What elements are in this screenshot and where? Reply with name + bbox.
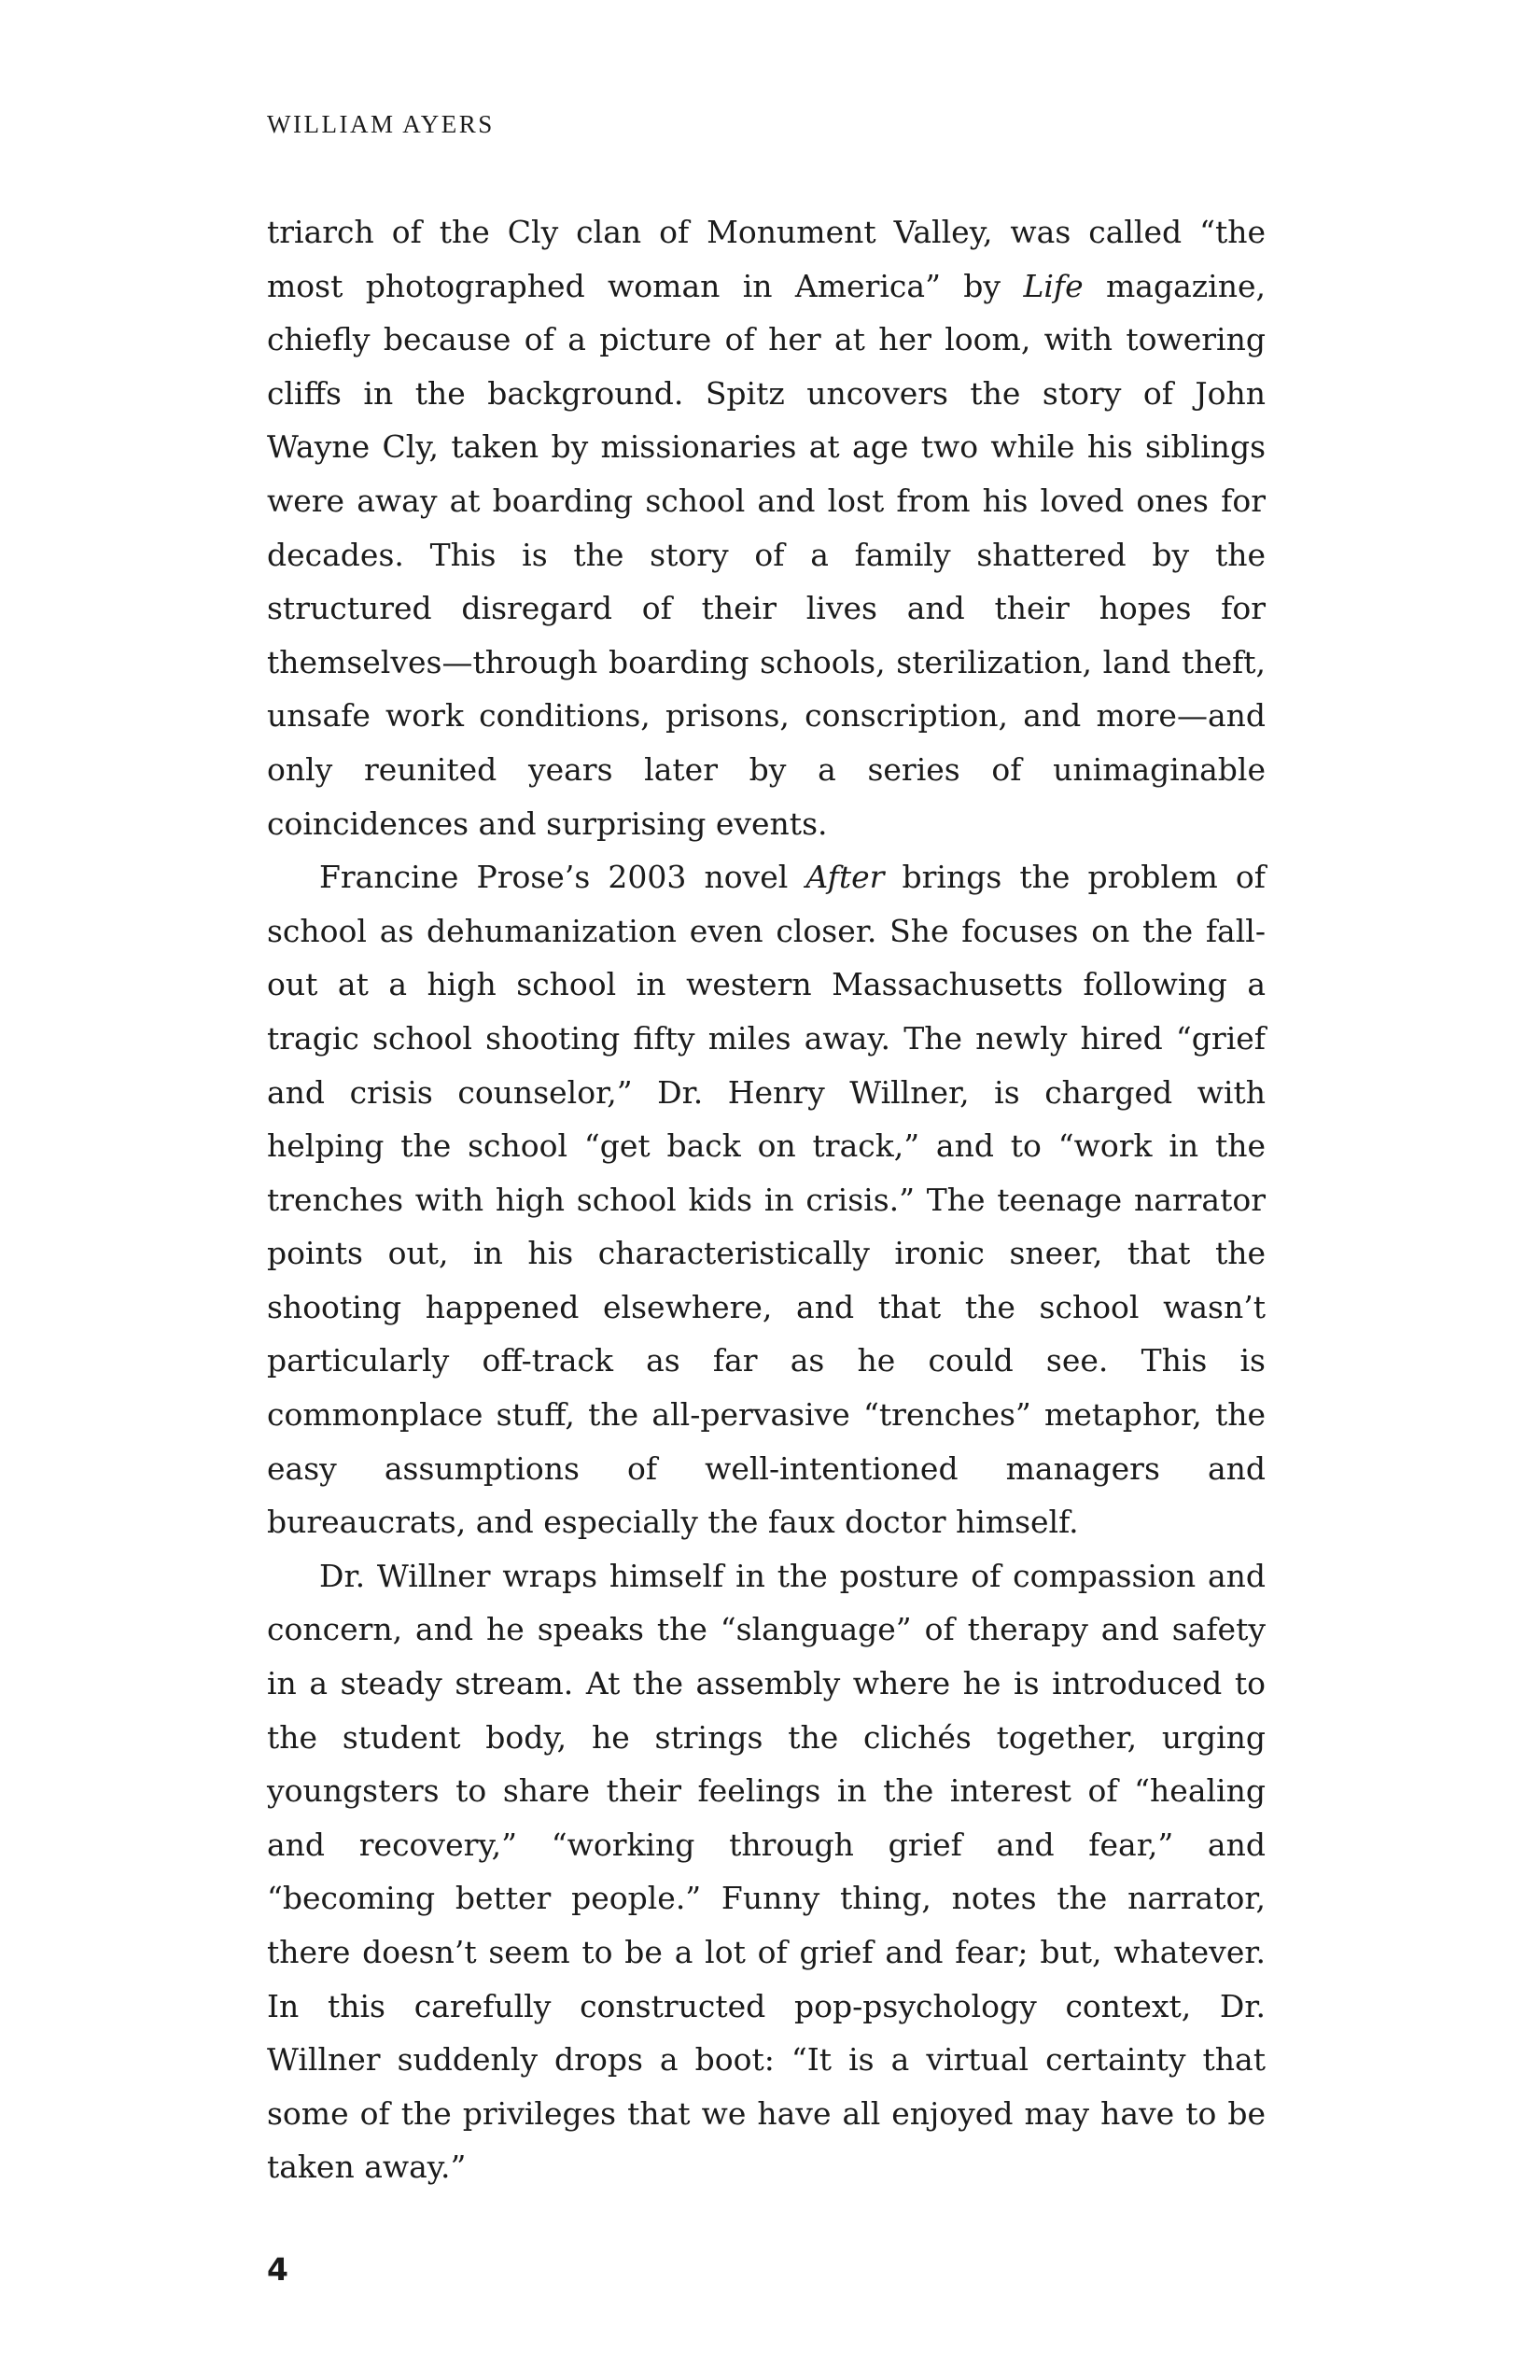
paragraph-3-run-1: Dr. Willner wraps himself in the posture of compassion and concern, and he speaks the “slanguage” of therapy and safety in a steady stream. At the assembly where he is introduced to the student body, he strings the clichés together, urging youngsters to share their feelings in the interest of “healing and recovery,” “working through grief and fear,” and “becoming better people.” Funny thing, notes the narrator, there doesn’t seem to be a lot of grief and fear; but, whatever. In this carefully constructed pop-psychology context, Dr. Willner suddenly drops a boot: “It is a virtual certainty that some of the privileges that we have all enjoyed may have to be taken away.” <box>267 1557 1266 2186</box>
paragraph-2-run-1: Francine Prose’s 2003 novel <box>319 859 806 896</box>
running-head: WILLIAM AYERS <box>267 110 495 138</box>
paragraph-2 <box>267 850 1266 1549</box>
paragraph-1 <box>267 205 1266 850</box>
paragraph-1-run-1: triarch of the Cly clan of Monument Valley, was called “the most photographed woman in America” by <box>267 214 1266 304</box>
paragraph-2-title-after: After <box>805 859 885 896</box>
paragraph-1-title-life: Life <box>1023 267 1084 304</box>
page-number: 4 <box>267 2251 288 2288</box>
paragraph-2-run-3: brings the problem of school as dehumanization even closer. She focuses on the fallout at a high school in western Massachusetts following a tragic school shooting fifty miles away. The newly hired “grief and crisis counselor,” Dr. Henry Willner, is charged with helping the school “get back on track,” and to “work in the trenches with high school kids in crisis.” The teenage narrator points out, in his characteristically ironic sneer, that the shooting happened elsewhere, and that the school wasn’t particularly off-track as far as he could see. This is commonplace stuff, the all-pervasive “trenches” metaphor, the easy assumptions of well-intentioned managers and bureaucrats, and especially the faux doctor himself. <box>267 859 1266 1541</box>
paragraph-3 <box>267 1549 1266 2194</box>
paragraph-1-run-3: magazine, chiefly because of a picture of her at her loom, with towering cliffs in the background. Spitz uncovers the story of John Wayne Cly, taken by missionaries at age two while his siblings were away at boarding school and lost from his loved ones for decades. This is the story of a family shattered by the structured disregard of their lives and their hopes for themselves—through boarding schools, sterilization, land theft, unsafe work conditions, prisons, conscription, and more—and only reunited years later by a series of unimaginable coincidences and surprising events. <box>267 267 1266 842</box>
body-text <box>267 205 1266 2194</box>
